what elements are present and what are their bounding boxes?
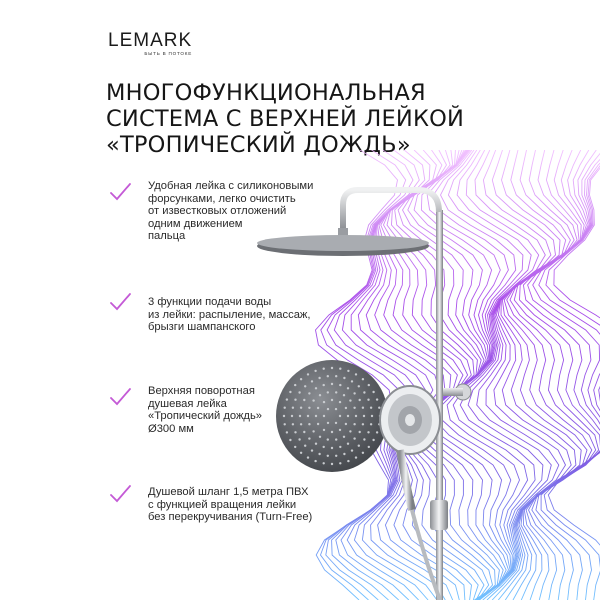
nozzle-dot [339,384,341,386]
nozzle-dot [349,430,351,432]
title-line-3: «ТРОПИЧЕСКИЙ ДОЖДЬ» [106,132,411,158]
nozzle-dot [311,449,313,451]
nozzle-dot [362,378,364,380]
nozzle-dot [314,370,316,372]
nozzle-dot [347,387,349,389]
brand-logo [108,32,192,56]
nozzle-dot [315,443,317,445]
nozzle-dot [359,431,361,433]
nozzle-dot [311,380,313,382]
page-title [106,80,526,158]
nozzle-dot [339,429,341,431]
check-icon [108,180,132,204]
feature-text: 3 функции подачи воды из лейки: распыление, массаж, брызги шампанского [148,296,311,334]
nozzle-dot [372,391,374,393]
nozzle-dot [351,449,353,451]
nozzle-dot [358,385,360,387]
nozzle-dot [343,453,345,455]
slider-holder [430,500,448,530]
feature-text: Душевой шланг 1,5 метра ПВХ с функцией вращения лейки без перекручивания (Turn-Free) [148,486,313,524]
nozzle-dot [343,394,345,396]
nozzle-dot [367,399,369,401]
nozzle-dot [331,463,333,465]
nozzle-dot [298,438,300,440]
nozzle-dot [353,407,355,409]
nozzle-dot [351,380,353,382]
feature-text: Удобная лейка с силиконовыми форсунками, легко очистить от известковых отложений одним движением пальца [148,180,314,243]
nozzle-dot [353,423,355,425]
nozzle-dot [323,462,325,464]
nozzle-dot [294,446,296,448]
nozzle-dot [363,391,365,393]
nozzle-dot [304,445,306,447]
nozzle-dot [331,447,333,449]
nozzle-dot [372,439,374,441]
brand-name: LEMARK [108,30,193,51]
nozzle-dot [343,436,345,438]
nozzle-dot [347,443,349,445]
nozzle-dot [327,455,329,457]
nozzle-dot [289,439,291,441]
nozzle-dot [314,460,316,462]
nozzle-dot [339,415,341,417]
nozzle-dot [300,452,302,454]
nozzle-dot [362,452,364,454]
nozzle-dot [339,446,341,448]
nozzle-dot [300,378,302,380]
nozzle-dot [335,455,337,457]
feature-text: Верхняя поворотная душевая лейка «Тропический дождь» Ø300 мм [148,385,263,435]
nozzle-dot [319,436,321,438]
nozzle-dot [368,446,370,448]
nozzle-dot [378,407,380,409]
nozzle-dot [358,445,360,447]
nozzle-dot [362,407,364,409]
nozzle-dot [318,453,320,455]
nozzle-dot [370,423,372,425]
nozzle-dot [327,375,329,377]
nozzle-dot [353,437,355,439]
nozzle-dot [359,399,361,401]
wave-line [528,150,600,600]
nozzle-dot [363,438,365,440]
title-line-1: МНОГОФУНКЦИОНАЛЬНАЯ [106,80,426,106]
nozzle-dot [323,368,325,370]
wave-line [539,150,600,600]
nozzle-dot [347,370,349,372]
nozzle-dot [376,431,378,433]
nozzle-dot [345,407,347,409]
title-line-2: СИСТЕМА С ВЕРХНЕЙ ЛЕЙКОЙ [106,106,465,132]
nozzle-dot [335,375,337,377]
nozzle-dot [307,373,309,375]
check-icon [108,482,132,506]
nozzle-dot [335,438,337,440]
nozzle-dot [355,373,357,375]
nozzle-dot [343,377,345,379]
nozzle-dot [339,462,341,464]
nozzle-dot [371,415,373,417]
nozzle-dot [327,438,329,440]
nozzle-dot [355,456,357,458]
wave-line [523,150,600,600]
nozzle-dot [347,460,349,462]
nozzle-dot [349,399,351,401]
nozzle-dot [347,415,349,417]
nozzle-dot [339,401,341,403]
nozzle-dot [353,392,355,394]
nozzle-dot [339,368,341,370]
nozzle-dot [345,423,347,425]
nozzle-dot [318,377,320,379]
check-icon [108,385,132,409]
check-icon [108,290,132,314]
nozzle-dot [331,367,333,369]
nozzle-dot [307,456,309,458]
nozzle-dot [368,384,370,386]
nozzle-dot [355,415,357,417]
brand-tagline: БЫТЬ В ПОТОКЕ [144,51,193,56]
nozzle-dot [367,431,369,433]
nozzle-dot [370,407,372,409]
shower-arm [343,190,439,230]
nozzle-dot [362,423,364,425]
nozzle-dot [376,398,378,400]
hand-shower [380,384,471,510]
nozzle-dot [363,415,365,417]
nozzle-dot [308,437,310,439]
nozzle-dot [323,446,325,448]
